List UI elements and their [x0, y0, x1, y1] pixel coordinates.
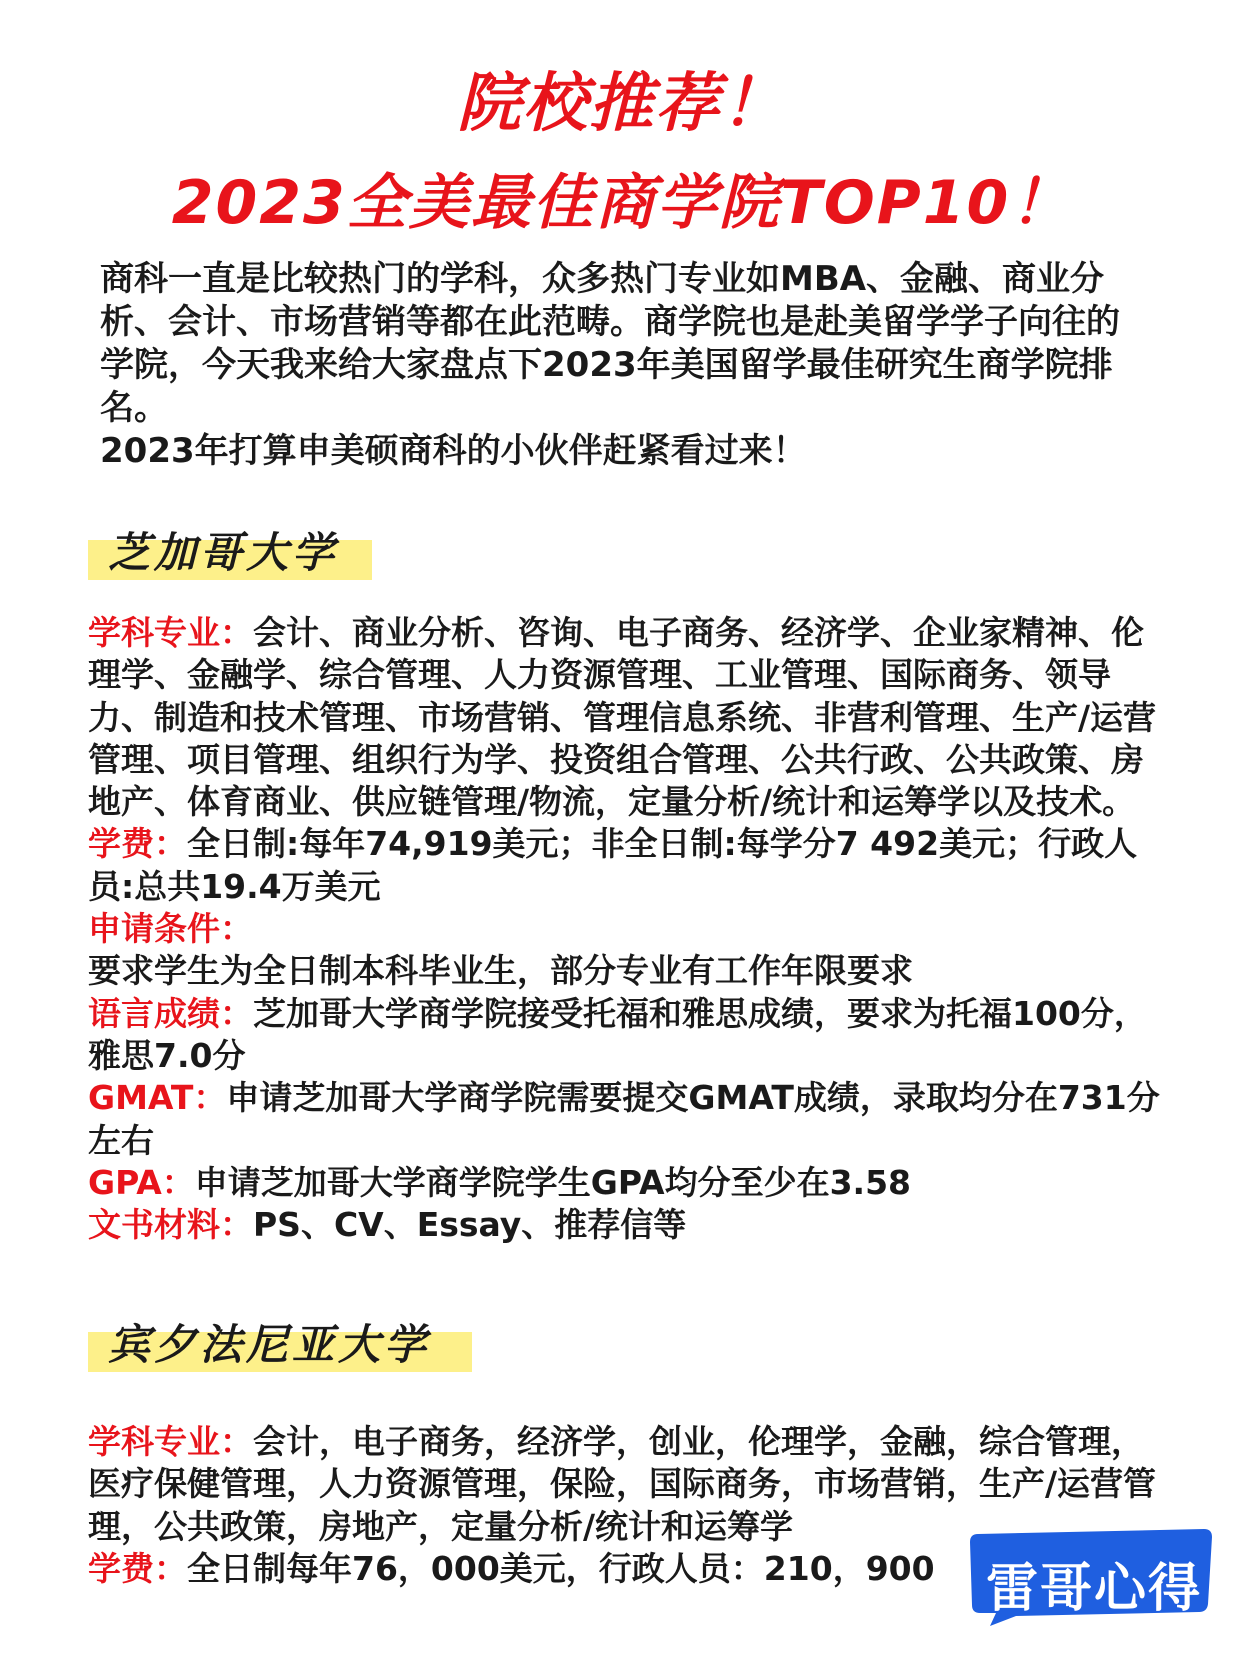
majors-label: 学科专业： [88, 1422, 253, 1461]
documents-row [88, 1204, 1168, 1246]
gmat-value: 申请芝加哥大学商学院需要提交GMAT成绩，录取均分在731分左右 [88, 1078, 1160, 1160]
intro-call-to-action: 2023年打算申美硕商科的小伙伴赶紧看过来！ [100, 431, 807, 471]
tuition-row [88, 823, 1168, 908]
majors-row [88, 612, 1168, 823]
page-subtitle: 2023全美最佳商学院TOP10！ [171, 168, 1073, 238]
documents-label: 文书材料： [88, 1205, 253, 1245]
tuition-label: 学费： [88, 824, 187, 864]
school-name: 宾夕法尼亚大学 [108, 1320, 431, 1369]
tuition-value: 全日制每年76，000美元，行政人员：210，900 [187, 1548, 935, 1588]
page-title: 院校推荐！ [457, 67, 787, 141]
school-name: 芝加哥大学 [108, 528, 339, 577]
majors-value: 会计、商业分析、咨询、电子商务、经济学、企业家精神、伦理学、金融学、综合管理、人力资源管理、工业管理、国际商务、领导力、制造和技术管理、市场营销、管理信息系统、非营利管理、生产/运营管理、项目管理、组织行为学、投资组合管理、公共行政、公共政策、房地产、体育商业、供应链管理/物流，定量分析/统计和运筹学以及技术。 [88, 613, 1157, 822]
tuition-value: 全日制:每年74,919美元；非全日制:每学分7 492美元；行政人员:总共19.4万美元 [88, 824, 1138, 906]
requirements-label-row [88, 908, 1168, 950]
school-details-chicago [88, 612, 1168, 1246]
language-row [88, 993, 1168, 1078]
language-value: 芝加哥大学商学院接受托福和雅思成绩，要求为托福100分，雅思7.0分 [88, 993, 1147, 1075]
majors-label: 学科专业： [88, 613, 253, 652]
intro-text [100, 258, 1140, 473]
watermark-text: 雷哥心得 [985, 1559, 1202, 1619]
gmat-label: GMAT： [88, 1078, 227, 1118]
requirements-row [88, 950, 1168, 992]
watermark-badge [958, 1520, 1226, 1638]
documents-value: PS、CV、Essay、推荐信等 [253, 1205, 687, 1245]
gpa-value: 申请芝加哥大学商学院学生GPA均分至少在3.58 [194, 1162, 911, 1202]
gpa-row [88, 1162, 1168, 1204]
requirements-value: 要求学生为全日制本科毕业生，部分专业有工作年限要求 [88, 951, 913, 991]
section-heading-chicago [88, 520, 372, 580]
language-label: 语言成绩： [88, 993, 253, 1033]
gmat-row [88, 1077, 1168, 1162]
requirements-label: 申请条件： [88, 909, 253, 949]
tuition-label: 学费： [88, 1548, 187, 1588]
intro-paragraph: 商科一直是比较热门的学科，众多热门专业如MBA、金融、商业分析、会计、市场营销等都在此范畴。商学院也是赴美留学学子向往的学院，今天我来给大家盘点下2023年美国留学最佳研究生商学院排名。 [100, 259, 1120, 428]
majors-value: 会计，电子商务，经济学，创业，伦理学，金融，综合管理，医疗保健管理，人力资源管理，保险，国际商务，市场营销，生产/运营管理，公共政策，房地产，定量分析/统计和运筹学 [88, 1422, 1157, 1546]
gpa-label: GPA： [88, 1162, 195, 1202]
section-heading-penn [88, 1312, 472, 1372]
